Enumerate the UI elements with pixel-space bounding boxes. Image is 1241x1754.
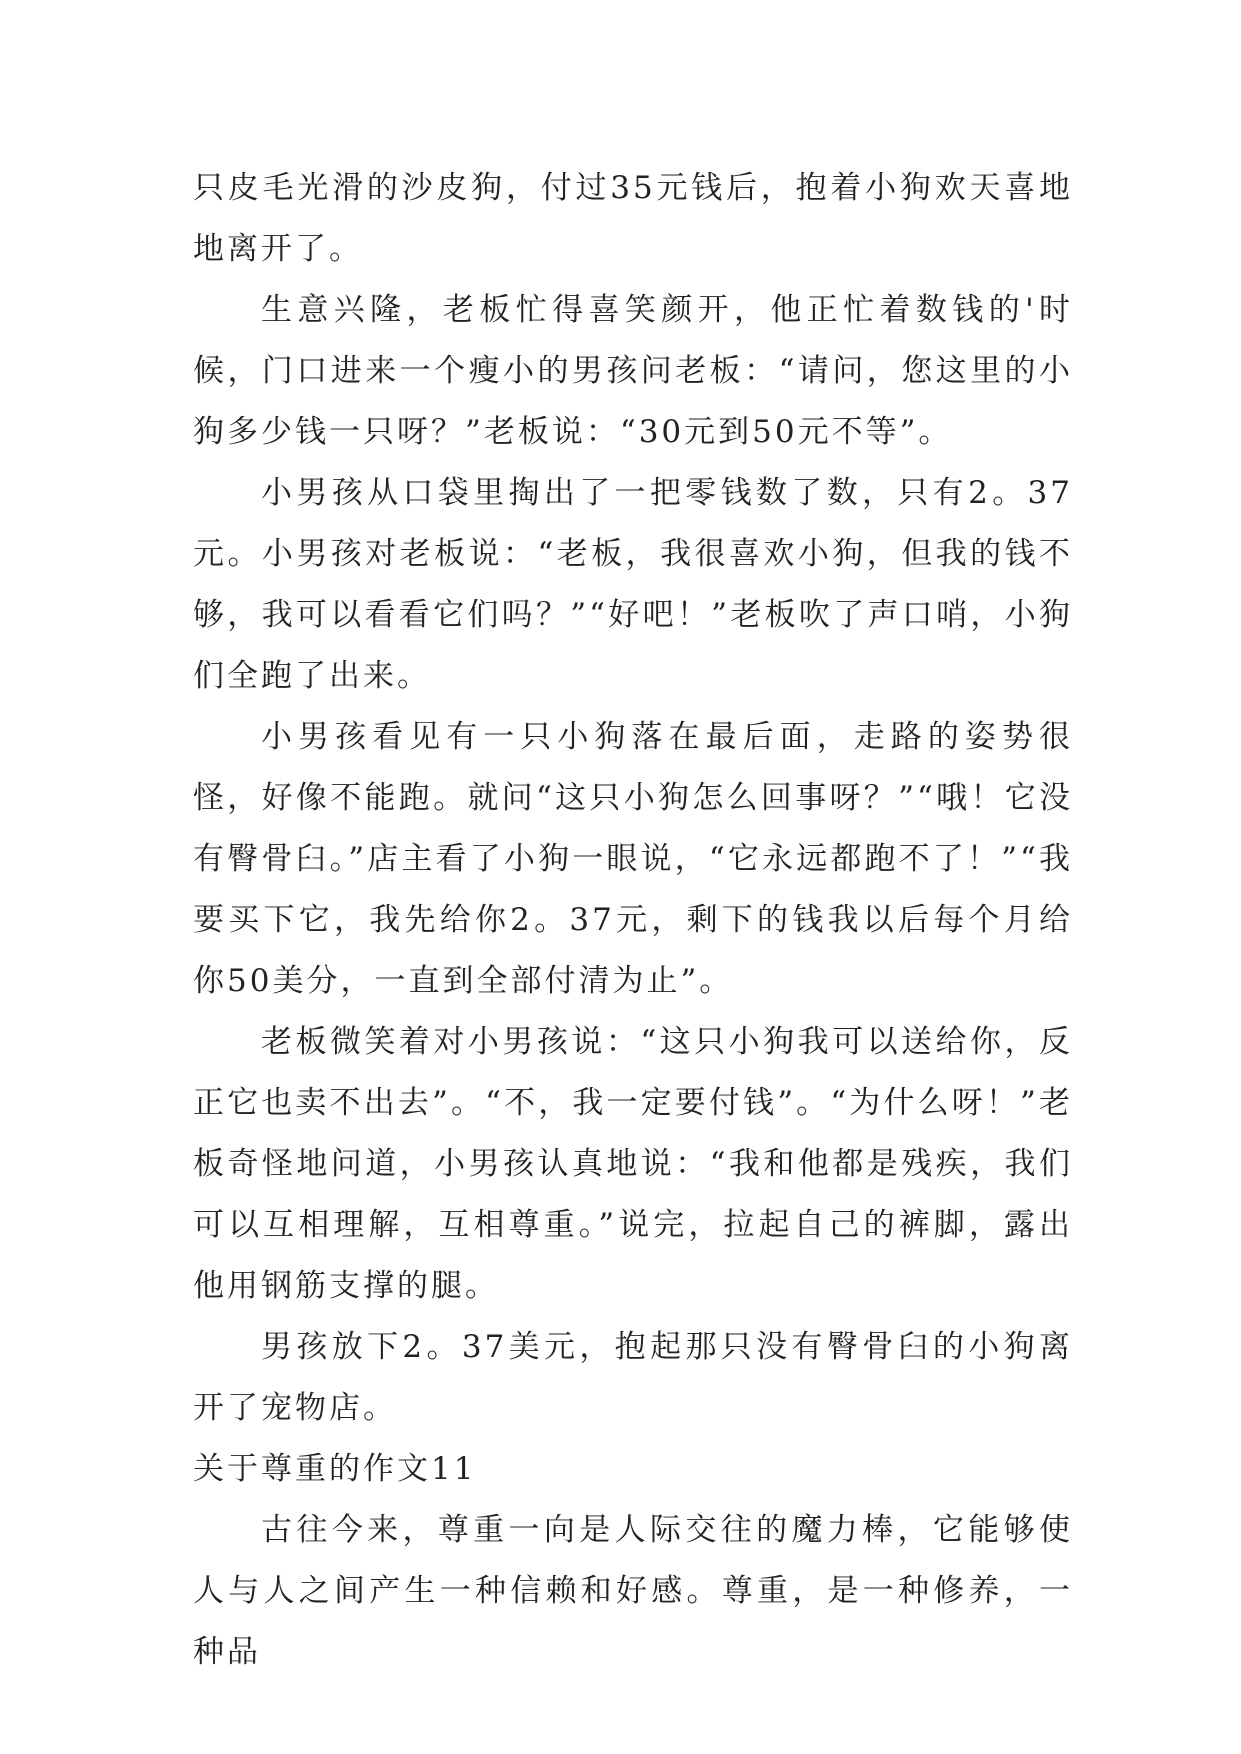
paragraph-4: 小男孩看见有一只小狗落在最后面，走路的姿势很怪，好像不能跑。就问“这只小狗怎么回事呀？”“哦！它没有臀骨臼。”店主看了小狗一眼说，“它永远都跑不了！”“我要买下它，我先给你2。37元，剩下的钱我以后每个月给你50美分，一直到全部付清为止”。 (193, 719, 1073, 999)
paragraph-2: 生意兴隆，老板忙得喜笑颜开，他正忙着数钱的'时候，门口进来一个瘦小的男孩问老板：“请问，您这里的小狗多少钱一只呀？”老板说：“30元到50元不等”。 (193, 292, 1073, 450)
paragraph-1: 只皮毛光滑的沙皮狗，付过35元钱后，抱着小狗欢天喜地地离开了。 (193, 170, 1073, 267)
paragraph-6: 男孩放下2。37美元，抱起那只没有臀骨臼的小狗离开了宠物店。 (193, 1329, 1073, 1426)
section-heading: 关于尊重的作文11 (193, 1451, 477, 1487)
paragraph-3: 小男孩从口袋里掏出了一把零钱数了数，只有2。37元。小男孩对老板说：“老板，我很喜欢小狗，但我的钱不够，我可以看看它们吗？”“好吧！”老板吹了声口哨，小狗们全跑了出来。 (193, 475, 1073, 694)
paragraph-5: 老板微笑着对小男孩说：“这只小狗我可以送给你，反正它也卖不出去”。“不，我一定要付钱”。“为什么呀！”老板奇怪地问道，小男孩认真地说：“我和他都是残疾，我们可以互相理解，互相尊重。”说完，拉起自己的裤脚，露出他用钢筋支撑的腿。 (193, 1024, 1073, 1304)
document-body (193, 158, 1073, 1683)
paragraph-7: 古往今来，尊重一向是人际交往的魔力棒，它能够使人与人之间产生一种信赖和好感。尊重，是一种修养，一种品 (193, 1512, 1073, 1670)
